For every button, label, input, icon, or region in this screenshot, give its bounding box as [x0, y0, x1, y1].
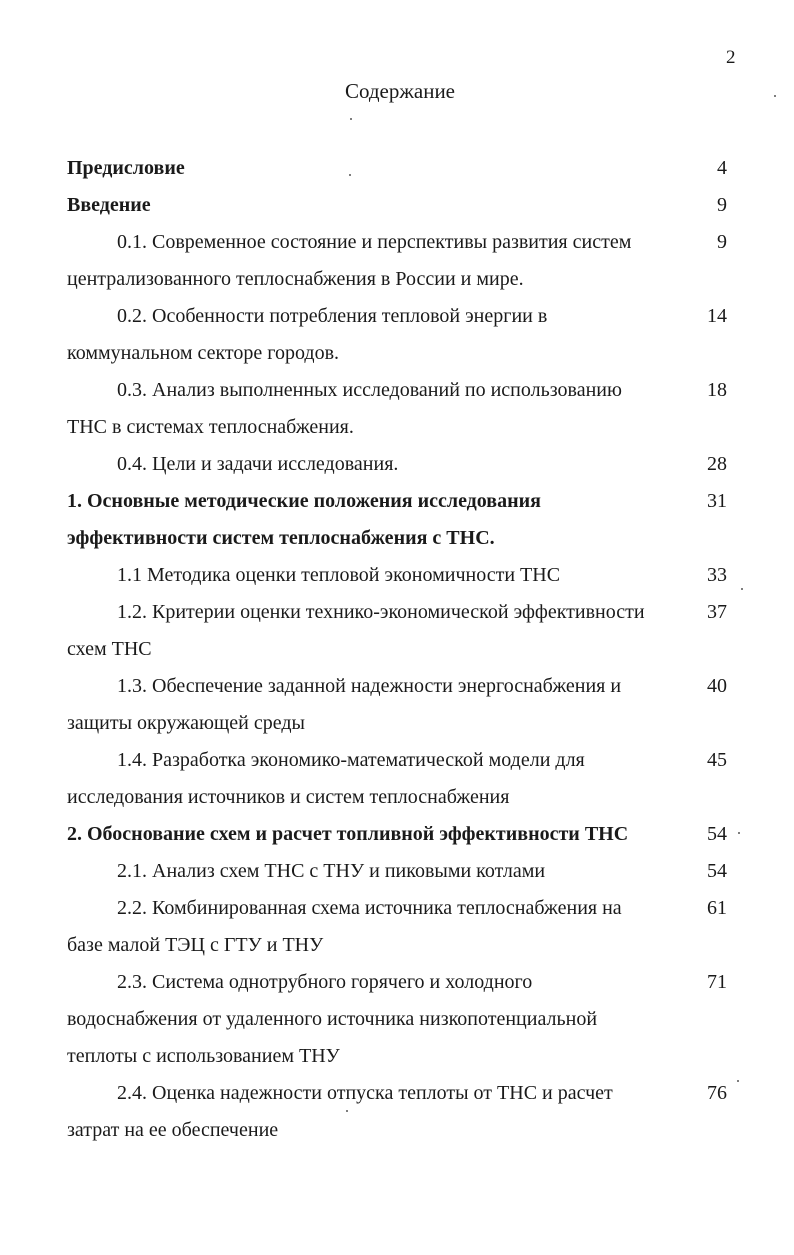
toc-entry-page: 31 [707, 490, 727, 512]
toc-entry-page: 61 [707, 897, 727, 919]
toc-entry-page: 9 [717, 194, 727, 216]
toc-entry-text: 2.2. Комбинированная схема источника теплоснабжения на базе малой ТЭЦ с ГТУ и ТНУ [67, 897, 622, 956]
toc-entry [67, 372, 727, 446]
toc-title: Содержание [344, 79, 456, 103]
toc-entry-text: 0.2. Особенности потребления тепловой энергии в коммунальном секторе городов. [67, 305, 548, 364]
toc-entry-page: 45 [707, 749, 727, 771]
toc-entry-page: 54 [707, 860, 727, 882]
scan-speck [774, 95, 776, 97]
toc-entry [67, 594, 727, 668]
toc-entry-text: 0.1. Современное состояние и перспективы развития систем централизованного теплоснабжения в России и мире. [67, 231, 632, 290]
toc-entry-text: 0.4. Цели и задачи исследования. [117, 453, 399, 475]
table-of-contents [67, 150, 727, 1149]
toc-entry-page: 28 [707, 453, 727, 475]
scan-speck [737, 1080, 739, 1082]
toc-entry-text: 1.1 Методика оценки тепловой экономичности ТНС [117, 564, 561, 586]
toc-entry-text: 1. Основные методические положения исследования эффективности систем теплоснабжения с ТНС. [67, 490, 541, 549]
toc-entry-text: 1.3. Обеспечение заданной надежности энергоснабжения и защиты окружающей среды [67, 675, 622, 734]
toc-entry-page: 76 [707, 1082, 727, 1104]
toc-entry-page: 54 [707, 823, 727, 845]
toc-entry [67, 668, 727, 742]
toc-entry-page: 18 [707, 379, 727, 401]
toc-entry [67, 298, 727, 372]
page-number: 2 [726, 47, 736, 68]
scan-speck [741, 588, 743, 590]
toc-entry-text: 0.3. Анализ выполненных исследований по использованию ТНС в системах теплоснабжения. [67, 379, 622, 438]
scan-speck [350, 118, 352, 120]
toc-entry [67, 890, 727, 964]
toc-entry [67, 1075, 727, 1149]
toc-entry-page: 4 [717, 157, 727, 179]
toc-entry-text: 2. Обоснование схем и расчет топливной эффективности ТНС [67, 823, 629, 845]
toc-entry [67, 816, 727, 853]
scan-speck [349, 174, 351, 176]
toc-entry [67, 446, 727, 483]
scan-speck [738, 832, 740, 834]
toc-entry [67, 964, 727, 1075]
toc-entry [67, 224, 727, 298]
toc-entry-text: Введение [67, 194, 151, 216]
toc-entry-page: 71 [707, 971, 727, 993]
toc-entry [67, 187, 727, 224]
toc-entry-text: Предисловие [67, 157, 185, 179]
toc-entry-text: 1.4. Разработка экономико-математической модели для исследования источников и систем теплоснабжения [67, 749, 585, 808]
toc-entry-page: 33 [707, 564, 727, 586]
toc-entry-text: 2.3. Система однотрубного горячего и холодного водоснабжения от удаленного источника низкопотенциальной теплоты с использованием ТНУ [67, 971, 598, 1067]
toc-entry [67, 557, 727, 594]
toc-entry-page: 9 [717, 231, 727, 253]
toc-entry-text: 2.4. Оценка надежности отпуска теплоты от ТНС и расчет затрат на ее обеспечение [67, 1082, 613, 1141]
toc-entry-page: 37 [707, 601, 727, 623]
toc-entry-text: 1.2. Критерии оценки технико-экономической эффективности схем ТНС [67, 601, 645, 660]
toc-entry-page: 14 [707, 305, 727, 327]
scan-speck [346, 1110, 348, 1112]
toc-entry-page: 40 [707, 675, 727, 697]
toc-entry [67, 853, 727, 890]
toc-entry-text: 2.1. Анализ схем ТНС с ТНУ и пиковыми котлами [117, 860, 546, 882]
toc-entry [67, 150, 727, 187]
toc-entry [67, 742, 727, 816]
toc-entry [67, 483, 727, 557]
